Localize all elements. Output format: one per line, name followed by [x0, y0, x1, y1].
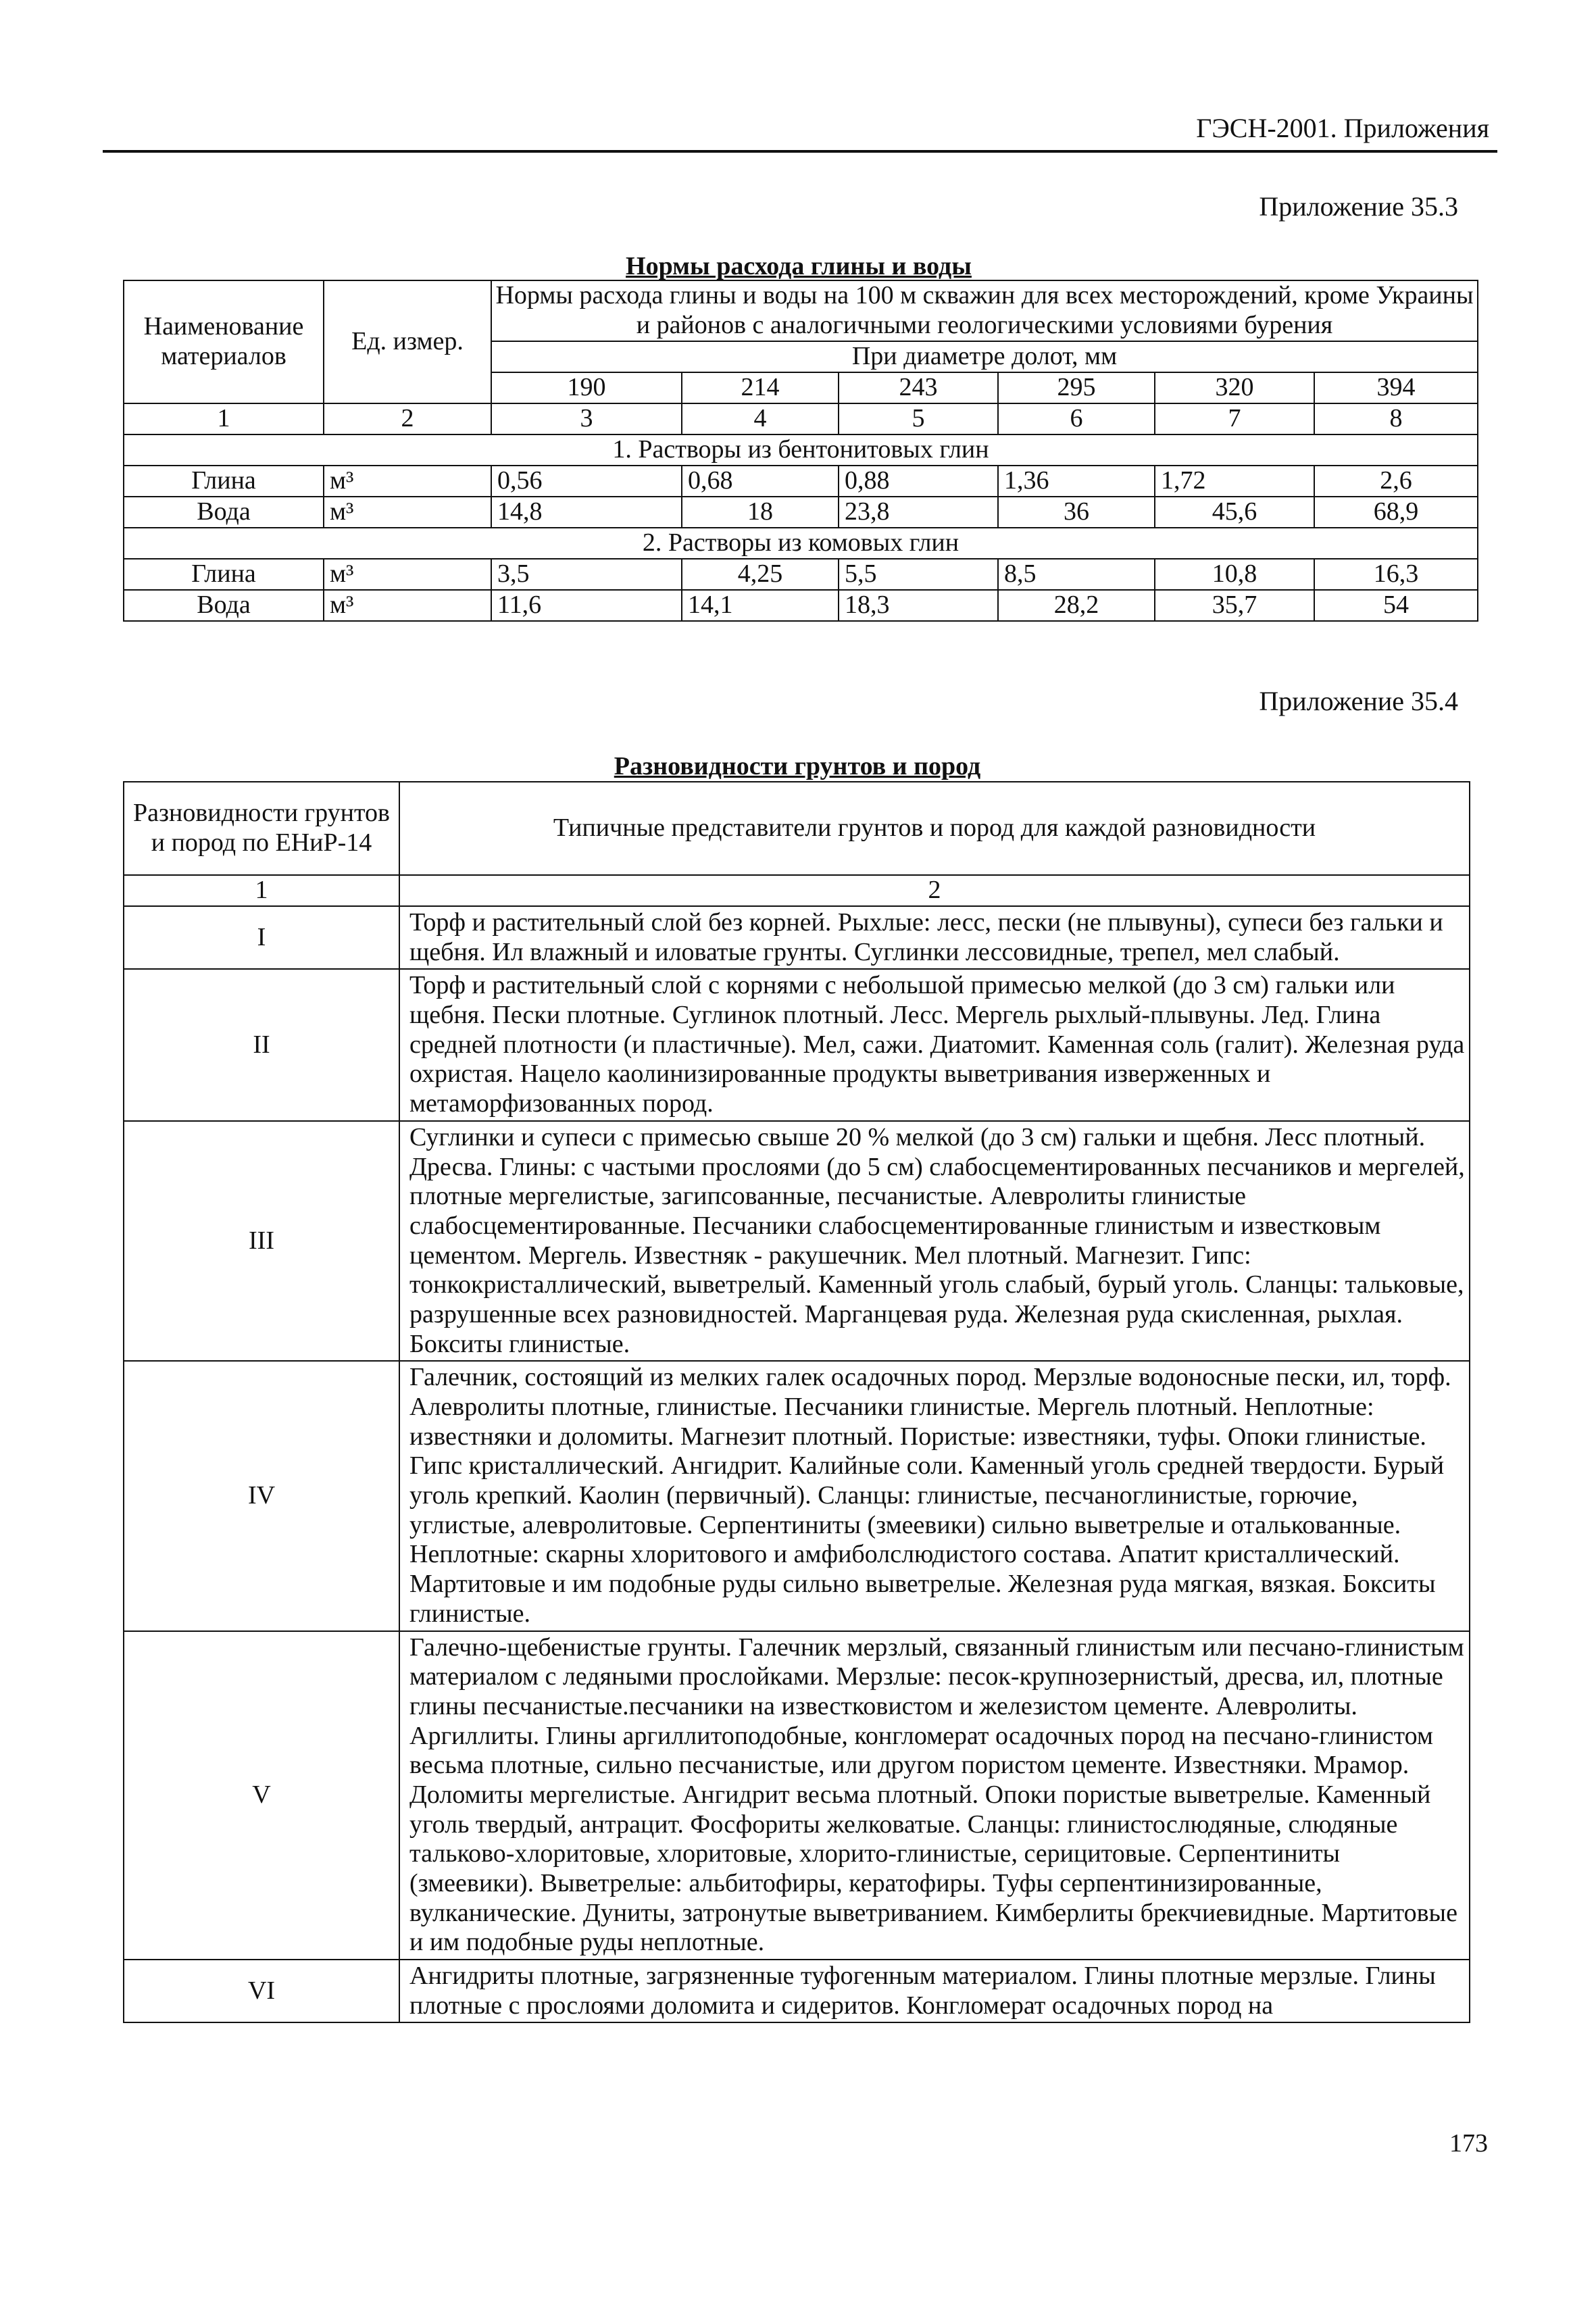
- col-number: 1: [124, 403, 324, 434]
- diameter-243: 243: [839, 372, 998, 403]
- col-number: 1: [124, 875, 399, 906]
- description-cell: Галечник, состоящий из мелких галек осадочных пород. Мерзлые водоносные пески, ил, торф. Алевролиты плотные, глинистые. Песчаники глинистые. Мергель плотный. Неплотные: известняки и доломиты. Магнезит плотный. Пористые: известняки, туфы. Опоки глинистые. Гипс кристаллический. Ангидрит. Калийные соли. Каменный уголь средней твердости. Бурый уголь крепкий. Каолин (первичный). Сланцы: глинистые, песчаноглинистые, горючие, углистые, алевролитовые. Серпентиниты (змеевики) сильно выветрелые и оталькованные. Неплотные: скарны хлоритового и амфиболслюдистого состава. Апатит кристаллический. Мартитовые и им подобные руды сильно выветрелые. Железная руда мягкая, вязкая. Бокситы глинистые.: [399, 1361, 1470, 1631]
- table-1-title: Нормы расхода глины и воды: [626, 252, 972, 280]
- unit-cell: м³: [324, 497, 491, 528]
- col-number: 2: [324, 403, 491, 434]
- value-cell: 14,8: [491, 497, 682, 528]
- table-2-title: Разновидности грунтов и пород: [614, 752, 981, 780]
- description-cell: Галечно-щебенистые грунты. Галечник мерзлый, связанный глинистым или песчано-глинистым материалом с ледяными прослойками. Мерзлые: песок-крупнозернистый, дресва, ил, плотные глины песчанистые.песчаники на известковистом и железистом цементе. Алевролиты. Аргиллиты. Глины аргиллитоподобные, конгломерат осадочных пород на песчано-глинистом весьма плотные, сильно песчанистые, или другом пористом цементе. Известняки. Мрамор. Доломиты мергелистые. Ангидрит весьма плотный. Опоки пористые выветрелые. Каменный уголь твердый, антрацит. Фосфориты желковатые. Сланцы: глинистослюдяные, слюдяные тальково-хлоритовые, хлоритовые, хлорито-глинистые, серицитовые. Серпентиниты (змеевики). Выветрелые: альбитофиры, кератофиры. Туфы серпентинизированные, вулканические. Дуниты, затронутые выветриванием. Кимберлиты брекчиевидные. Мартитовые и им подобные руды неплотные.: [399, 1631, 1470, 1960]
- value-cell: 11,6: [491, 590, 682, 621]
- description-cell: Торф и растительный слой с корнями с небольшой примесью мелкой (до 3 см) гальки или щебня. Пески плотные. Суглинок плотный. Лесс. Мергель рыхлый-плывуны. Лед. Глина средней плотности (и пластичные). Мел, сажи. Диатомит. Каменная соль (галит). Железная руда охристая. Нацело каолинизированные продукты выветривания изверженных и метаморфизованных пород.: [399, 969, 1470, 1120]
- value-cell: 0,68: [682, 466, 839, 497]
- unit-cell: м³: [324, 590, 491, 621]
- unit-cell: м³: [324, 466, 491, 497]
- soil-rock-types-table: [123, 781, 1470, 2023]
- header-unit: Ед. измер.: [324, 280, 491, 403]
- header-rule: [103, 150, 1497, 153]
- table-row: [124, 1631, 1470, 1960]
- table-row: [124, 906, 1470, 969]
- col-number: 7: [1155, 403, 1314, 434]
- header-norms: Нормы расхода глины и воды на 100 м скважин для всех месторождений, кроме Украины и районов с аналогичными геологическими условиями бурения: [491, 280, 1478, 341]
- value-cell: 0,88: [839, 466, 998, 497]
- grade-cell: III: [124, 1121, 399, 1362]
- value-cell: 3,5: [491, 559, 682, 590]
- diameter-394: 394: [1314, 372, 1478, 403]
- value-cell: 36: [998, 497, 1155, 528]
- col-number: 3: [491, 403, 682, 434]
- value-cell: 14,1: [682, 590, 839, 621]
- material-name: Вода: [124, 590, 324, 621]
- running-head: ГЭСН-2001. Приложения: [1196, 113, 1489, 143]
- value-cell: 45,6: [1155, 497, 1314, 528]
- material-name: Глина: [124, 466, 324, 497]
- value-cell: 35,7: [1155, 590, 1314, 621]
- table-row: [124, 1960, 1470, 2022]
- material-name: Вода: [124, 497, 324, 528]
- value-cell: 8,5: [998, 559, 1155, 590]
- value-cell: 18: [682, 497, 839, 528]
- diameter-295: 295: [998, 372, 1155, 403]
- col-number: 4: [682, 403, 839, 434]
- header-materials: Наименование материалов: [124, 280, 324, 403]
- description-cell: Суглинки и супеси с примесью свыше 20 % мелкой (до 3 см) гальки и щебня. Лесс плотный. Дресва. Глины: с частыми прослоями (до 5 см) слабосцементированных песчаников и мергелей, плотные мергелистые, загипсованные, песчанистые. Алевролиты глинистые слабосцементированные. Песчаники слабосцементированные глинистым и известковым цементом. Мергель. Известняк - ракушечник. Мел плотный. Магнезит. Гипс: тонкокристаллический, выветрелый. Каменный уголь слабый, бурый уголь. Сланцы: тальковые, разрушенные всех разновидностей. Марганцевая руда. Железная руда скисленная, рыхлая. Бокситы глинистые.: [399, 1121, 1470, 1362]
- value-cell: 1,36: [998, 466, 1155, 497]
- value-cell: 28,2: [998, 590, 1155, 621]
- table-row: [124, 1361, 1470, 1631]
- value-cell: 5,5: [839, 559, 998, 590]
- header-rock-grade: Разновидности грунтов и пород по ЕНиР-14: [124, 782, 399, 875]
- value-cell: 0,56: [491, 466, 682, 497]
- material-name: Глина: [124, 559, 324, 590]
- value-cell: 23,8: [839, 497, 998, 528]
- description-cell: Ангидриты плотные, загрязненные туфогенным материалом. Глины плотные мерзлые. Глины плотные с прослоями доломита и сидеритов. Конгломерат осадочных пород на: [399, 1960, 1470, 2022]
- diameter-214: 214: [682, 372, 839, 403]
- value-cell: 54: [1314, 590, 1478, 621]
- diameter-320: 320: [1155, 372, 1314, 403]
- table-row: [124, 559, 1478, 590]
- table-row: [124, 466, 1478, 497]
- section-title: 2. Растворы из комовых глин: [124, 528, 1478, 559]
- value-cell: 1,72: [1155, 466, 1314, 497]
- section-title: 1. Растворы из бентонитовых глин: [124, 434, 1478, 466]
- grade-cell: V: [124, 1631, 399, 1960]
- grade-cell: I: [124, 906, 399, 969]
- grade-cell: II: [124, 969, 399, 1120]
- grade-cell: IV: [124, 1361, 399, 1631]
- appendix-35-3-label: Приложение 35.3: [1259, 191, 1458, 222]
- grade-cell: VI: [124, 1960, 399, 2022]
- value-cell: 16,3: [1314, 559, 1478, 590]
- col-number: 8: [1314, 403, 1478, 434]
- description-cell: Торф и растительный слой без корней. Рыхлые: лесс, пески (не плывуны), супеси без гальки и щебня. Ил влажный и иловатые грунты. Суглинки лессовидные, трепел, мел слабый.: [399, 906, 1470, 969]
- unit-cell: м³: [324, 559, 491, 590]
- col-number: 5: [839, 403, 998, 434]
- table-row: [124, 969, 1470, 1120]
- col-number: 2: [399, 875, 1470, 906]
- value-cell: 2,6: [1314, 466, 1478, 497]
- header-representatives: Типичные представители грунтов и пород для каждой разновидности: [399, 782, 1470, 875]
- value-cell: 68,9: [1314, 497, 1478, 528]
- appendix-35-4-label: Приложение 35.4: [1259, 686, 1458, 716]
- value-cell: 18,3: [839, 590, 998, 621]
- table-row: [124, 590, 1478, 621]
- col-number: 6: [998, 403, 1155, 434]
- page-number: 173: [1449, 2129, 1488, 2158]
- table-row: [124, 1121, 1470, 1362]
- table-row: [124, 497, 1478, 528]
- value-cell: 10,8: [1155, 559, 1314, 590]
- value-cell: 4,25: [682, 559, 839, 590]
- clay-water-norms-table: [123, 280, 1478, 622]
- header-diameter: При диаметре долот, мм: [491, 341, 1478, 372]
- diameter-190: 190: [491, 372, 682, 403]
